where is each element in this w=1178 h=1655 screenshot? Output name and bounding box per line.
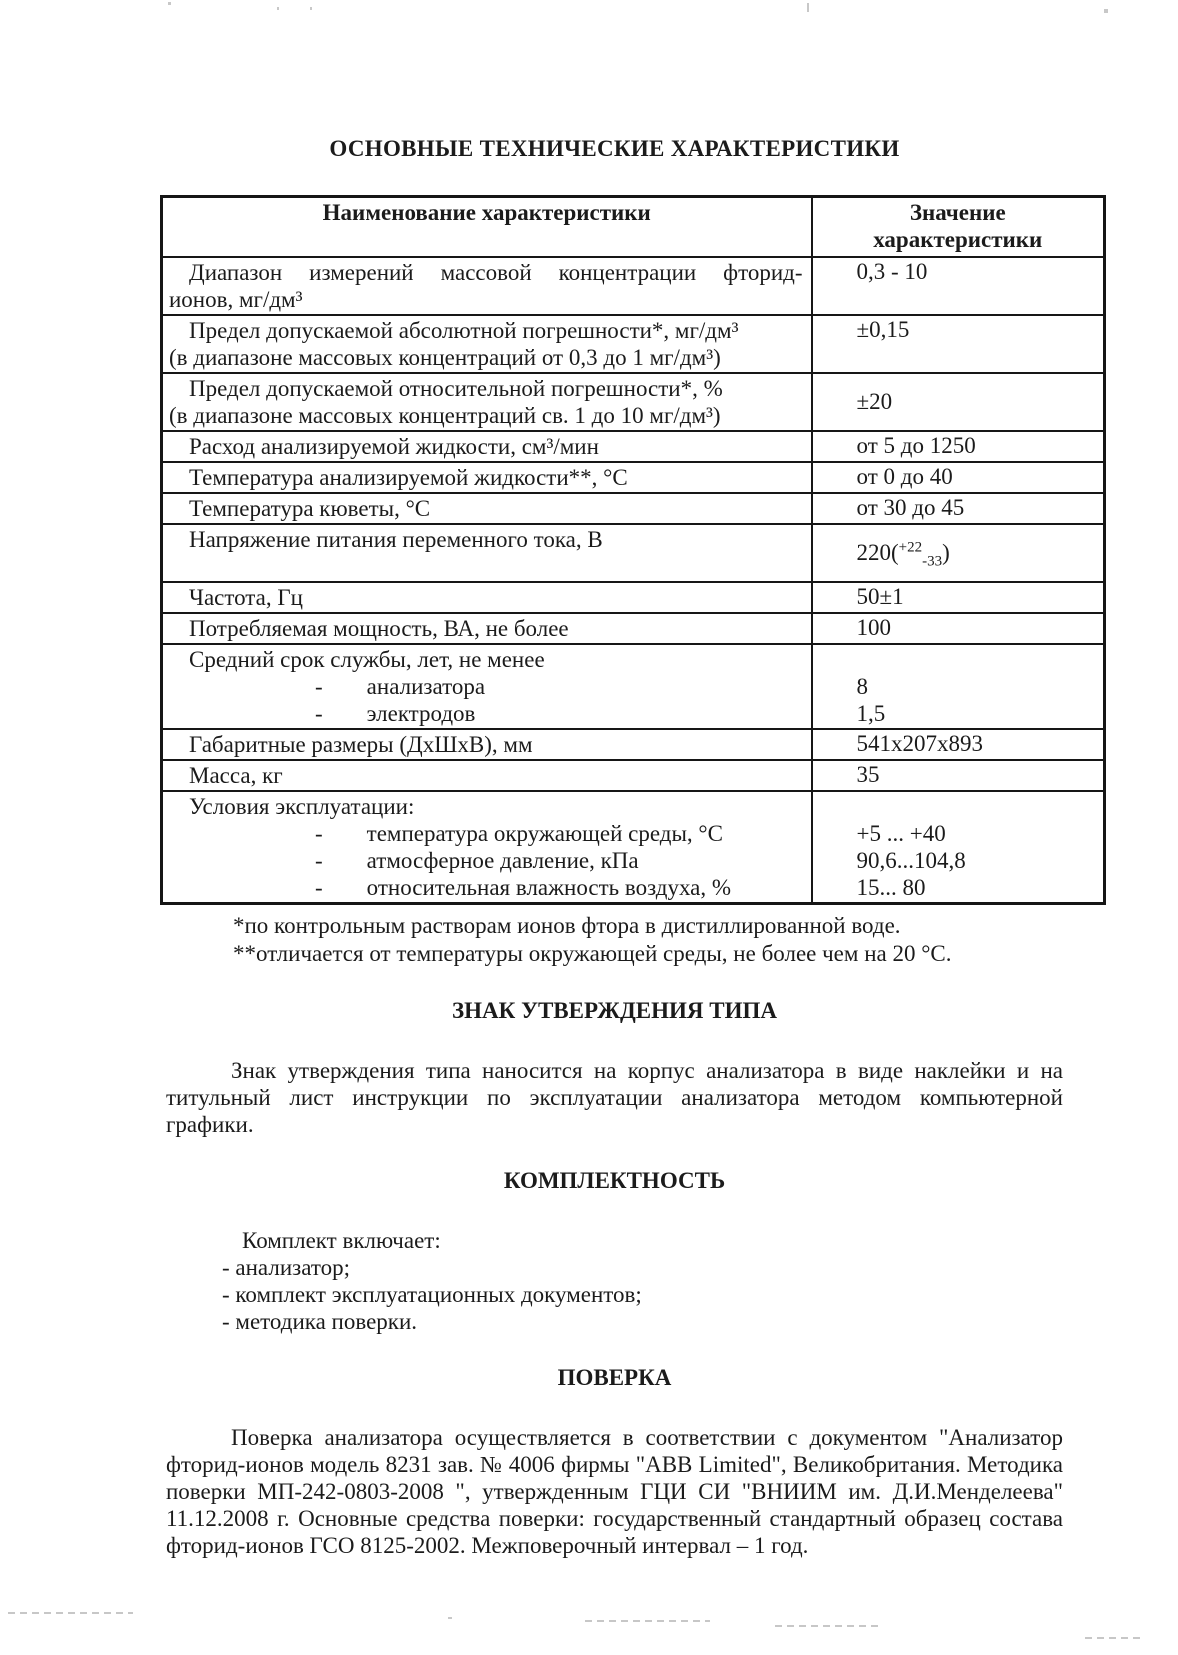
specs-table — [160, 195, 1106, 905]
spec-name-line: Расход анализируемой жидкости, см³/мин — [189, 434, 599, 459]
completeness-list — [222, 1254, 1063, 1335]
completeness-intro: Комплект включает: — [242, 1228, 441, 1253]
dash-bullet: - — [315, 701, 323, 726]
spec-name-line: ионов, мг/дм³ — [169, 287, 303, 312]
footnote-absolute-error: *по контрольным растворам ионов фтора в дистиллированной воде. — [233, 913, 901, 938]
spec-name-line: Частота, Гц — [189, 585, 303, 610]
spec-value: 50±1 — [856, 584, 904, 609]
spec-sub-item — [169, 673, 803, 700]
footnotes — [233, 912, 1063, 968]
dash-bullet: - — [315, 674, 323, 699]
spec-sub-item-label: атмосферное давление, кПа — [366, 848, 639, 873]
table-row — [162, 760, 1105, 791]
scan-artifact — [775, 1625, 880, 1627]
spec-sub-item-value: 90,6...104,8 — [856, 848, 966, 873]
spec-sub-item — [169, 874, 803, 901]
section-heading-verification: ПОВЕРКА — [557, 1365, 672, 1390]
spec-value-cell — [812, 373, 1105, 431]
spec-value-cell — [812, 582, 1105, 613]
spec-value-cell — [812, 524, 1105, 582]
table-row — [162, 431, 1105, 462]
spec-name-line: Температура анализируемой жидкости**, °С — [189, 465, 628, 490]
list-item: - комплект эксплуатационных документов; — [222, 1282, 642, 1307]
spec-name-cell — [162, 315, 812, 373]
spec-name-line: (в диапазоне массовых концентраций св. 1 до 10 мг/дм³) — [169, 403, 721, 428]
spec-name-line: Предел допускаемой абсолютной погрешности*, мг/дм³ — [189, 318, 739, 343]
table-row — [162, 462, 1105, 493]
spec-value: 541x207x893 — [856, 731, 983, 756]
scan-artifact — [1104, 9, 1108, 13]
table-row — [162, 524, 1105, 582]
spec-sub-item-label: электродов — [366, 701, 476, 726]
footnote-liquid-temperature: **отличается от температуры окружающей среды, не более чем на 20 °С. — [233, 941, 952, 966]
spec-value-cell — [812, 729, 1105, 760]
specs-table-body — [162, 257, 1105, 904]
section-heading-completeness: КОМПЛЕКТНОСТЬ — [503, 1168, 726, 1193]
spec-value: 35 — [856, 762, 880, 787]
table-row — [162, 493, 1105, 524]
spec-name-line: Условия эксплуатации: — [189, 794, 415, 819]
spec-sub-item-value: 8 — [856, 674, 868, 699]
scan-artifact — [1085, 1637, 1140, 1639]
spec-sub-item-label: температура окружающей среды, °С — [366, 821, 723, 846]
spec-value-spacer — [857, 646, 1100, 673]
spec-name-cell — [162, 493, 812, 524]
spec-name-line: Потребляемая мощность, ВА, не более — [189, 616, 569, 641]
column-header-name: Наименование характеристики — [162, 197, 812, 258]
dash-bullet: - — [315, 821, 323, 846]
spacer — [169, 553, 803, 580]
spec-name-cell — [162, 791, 812, 904]
dash-bullet: - — [315, 848, 323, 873]
spec-name-cell — [162, 462, 812, 493]
table-row — [162, 582, 1105, 613]
column-header-value: Значение характеристики — [812, 197, 1105, 258]
spec-name-line: Предел допускаемой относительной погрешности*, % — [189, 376, 723, 401]
spec-name-line: (в диапазоне массовых концентраций от 0,3 до 1 мг/дм³) — [169, 345, 721, 370]
spec-value: 0,3 - 10 — [856, 259, 928, 284]
spec-value: ±0,15 — [856, 317, 910, 342]
spec-name-line: Габаритные размеры (ДхШхВ), мм — [189, 732, 533, 757]
spec-name-cell — [162, 582, 812, 613]
spec-name-cell — [162, 431, 812, 462]
dash-bullet: - — [315, 875, 323, 900]
spec-name-cell — [162, 760, 812, 791]
spec-name-cell — [162, 644, 812, 729]
verification-paragraph: Поверка анализатора осуществляется в соответствии с документом "Анализатор фторид-ионов модель 8231 зав. № 4006 фирмы "ABB Limited", Великобритания. Методика поверки МП-242-0803-2008 ", утвержденным ГЦИ СИ "ВНИИМ им. Д.И.Менделеева" 11.12.2008 г. Основные средства поверки: государственный стандартный образец состава фторид-ионов ГСО 8125-2002. Межповерочный интервал – 1 год. — [166, 1425, 1063, 1558]
spec-sub-item-value: 15... 80 — [856, 875, 926, 900]
spec-value: от 30 до 45 — [856, 495, 965, 520]
section-heading-type-approval: ЗНАК УТВЕРЖДЕНИЯ ТИПА — [452, 998, 777, 1023]
spec-value: 100 — [856, 615, 891, 640]
spec-value-cell — [812, 644, 1105, 729]
table-row — [162, 791, 1105, 904]
list-item: - анализатор; — [222, 1255, 350, 1280]
spec-value-cell — [812, 493, 1105, 524]
spec-sub-item-label: анализатора — [366, 674, 486, 699]
spec-value: от 0 до 40 — [856, 464, 953, 489]
table-row — [162, 257, 1105, 315]
type-approval-paragraph: Знак утверждения типа наносится на корпус анализатора в виде наклейки и на титульный лист инструкции по эксплуатации анализатора методом компьютерной графики. — [166, 1058, 1063, 1137]
scan-artifact — [8, 1612, 133, 1614]
table-row — [162, 644, 1105, 729]
spec-sub-item — [169, 820, 803, 847]
spec-value: от 5 до 1250 — [856, 433, 976, 458]
spec-name-cell — [162, 524, 812, 582]
spec-name-line: Средний срок службы, лет, не менее — [189, 647, 545, 672]
scan-artifact — [448, 1617, 452, 1619]
spec-name-cell — [162, 257, 812, 315]
spec-value: ±20 — [856, 389, 893, 414]
spec-value-cell — [812, 315, 1105, 373]
table-row — [162, 315, 1105, 373]
spec-sub-item-value: +5 ... +40 — [856, 821, 946, 846]
spec-value-spacer — [857, 793, 1100, 820]
scan-artifact — [585, 1620, 710, 1622]
table-row — [162, 373, 1105, 431]
spec-sub-item-label: относительная влажность воздуха, % — [366, 875, 732, 900]
table-row — [162, 613, 1105, 644]
spec-sub-item-value: 1,5 — [856, 701, 886, 726]
table-row — [162, 729, 1105, 760]
spec-name-line: Масса, кг — [189, 763, 283, 788]
list-item: - методика поверки. — [222, 1309, 418, 1334]
spec-value-cell — [812, 760, 1105, 791]
spec-name-line: Диапазон измерений массовой концентрации фторид- — [189, 260, 803, 285]
spec-name-cell — [162, 613, 812, 644]
spec-value-cell — [812, 257, 1105, 315]
spec-value-cell — [812, 791, 1105, 904]
spec-name-line: Температура кюветы, °С — [189, 496, 431, 521]
spec-sub-item — [169, 700, 803, 727]
spec-value: 220($^{+22}_{-33}$) — [856, 539, 950, 570]
spec-value-cell — [812, 431, 1105, 462]
spec-sub-item — [169, 847, 803, 874]
spec-name-cell — [162, 373, 812, 431]
document-content — [166, 0, 1063, 1559]
page-title: ОСНОВНЫЕ ТЕХНИЧЕСКИЕ ХАРАКТЕРИСТИКИ — [329, 136, 900, 161]
spec-value-cell — [812, 613, 1105, 644]
table-header-row — [162, 197, 1105, 258]
spec-name-cell — [162, 729, 812, 760]
spec-name-line: Напряжение питания переменного тока, В — [189, 527, 603, 552]
spec-value-cell — [812, 462, 1105, 493]
